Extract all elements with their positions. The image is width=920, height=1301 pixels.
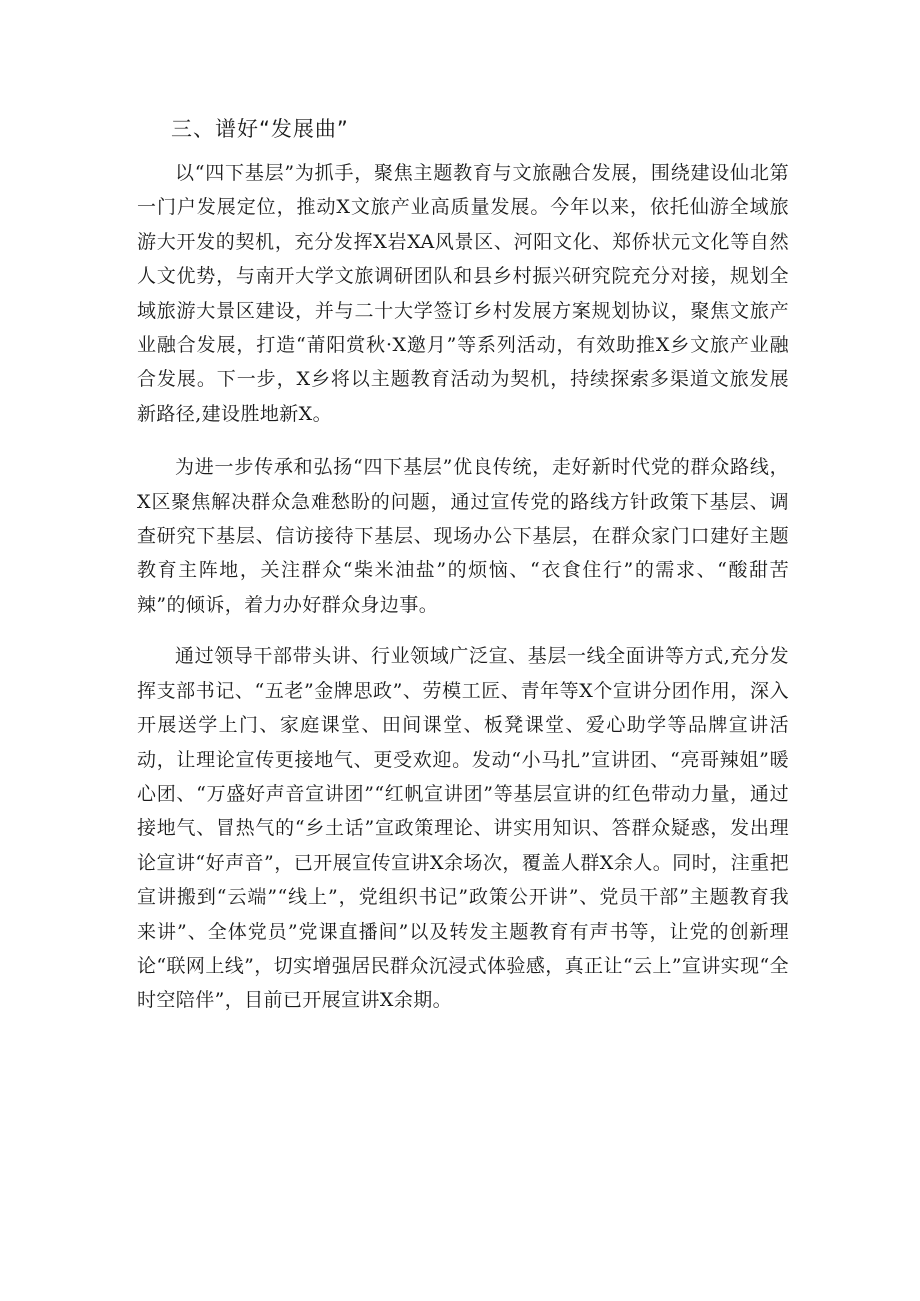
document-body	[137, 112, 789, 1018]
paragraph-publicity: 通过领导干部带头讲、行业领域广泛宣、基层一线全面讲等方式,充分发挥支部书记、“五老”金牌思政”、劳模工匠、青年等X个宣讲分团作用，深入开展送学上门、家庭课堂、田间课堂、板凳课堂、爱心助学等品牌宣讲活动，让理论宣传更接地气、更受欢迎。发动“小马扎”宣讲团、“亮哥辣姐”暖心团、“万盛好声音宣讲团”“红帆宣讲团”等基层宣讲的红色带动力量，通过接地气、冒热气的“乡土话”宣政策理论、讲实用知识、答群众疑惑，发出理论宣讲“好声音”，已开展宣传宣讲X余场次，覆盖人群X余人。同时，注重把宣讲搬到“云端”“线上”，党组织书记”政策公开讲”、党员干部”主题教育我来讲”、全体党员”党课直播间”以及转发主题教育有声书等，让党的创新理论“联网上线”，切实增强居民群众沉浸式体验感，真正让“云上”宣讲实现“全时空陪伴”，目前已开展宣讲X余期。	[137, 645, 789, 1012]
section-heading: 三、谱好“发展曲”	[171, 117, 349, 141]
paragraph-culture-tourism: 以“四下基层”为抓手，聚焦主题教育与文旅融合发展，围绕建设仙北第一门户发展定位，推动X文旅产业高质量发展。今年以来，依托仙游全域旅游大开发的契机，充分发挥X岩XA风景区、河阳文化、郑侨状元文化等自然人文优势，与南开大学文旅调研团队和县乡村振兴研究院充分对接，规划全域旅游大景区建设，并与二十大学签订乡村发展方案规划协议，聚焦文旅产业融合发展，打造“莆阳赏秋·X邀月”等系列活动，有效助推X乡文旅产业融合发展。下一步，X乡将以主题教育活动为契机，持续探索多渠道文旅发展新路径,建设胜地新X。	[137, 162, 789, 425]
paragraph-grassroots: 为进一步传承和弘扬“四下基层”优良传统，走好新时代党的群众路线，X区聚焦解决群众急难愁盼的问题，通过宣传党的路线方针政策下基层、调查研究下基层、信访接待下基层、现场办公下基层，在群众家门口建好主题教育主阵地，关注群众“柴米油盐”的烦恼、“衣食住行”的需求、“酸甜苦辣”的倾诉，着力办好群众身边事。	[137, 456, 789, 616]
